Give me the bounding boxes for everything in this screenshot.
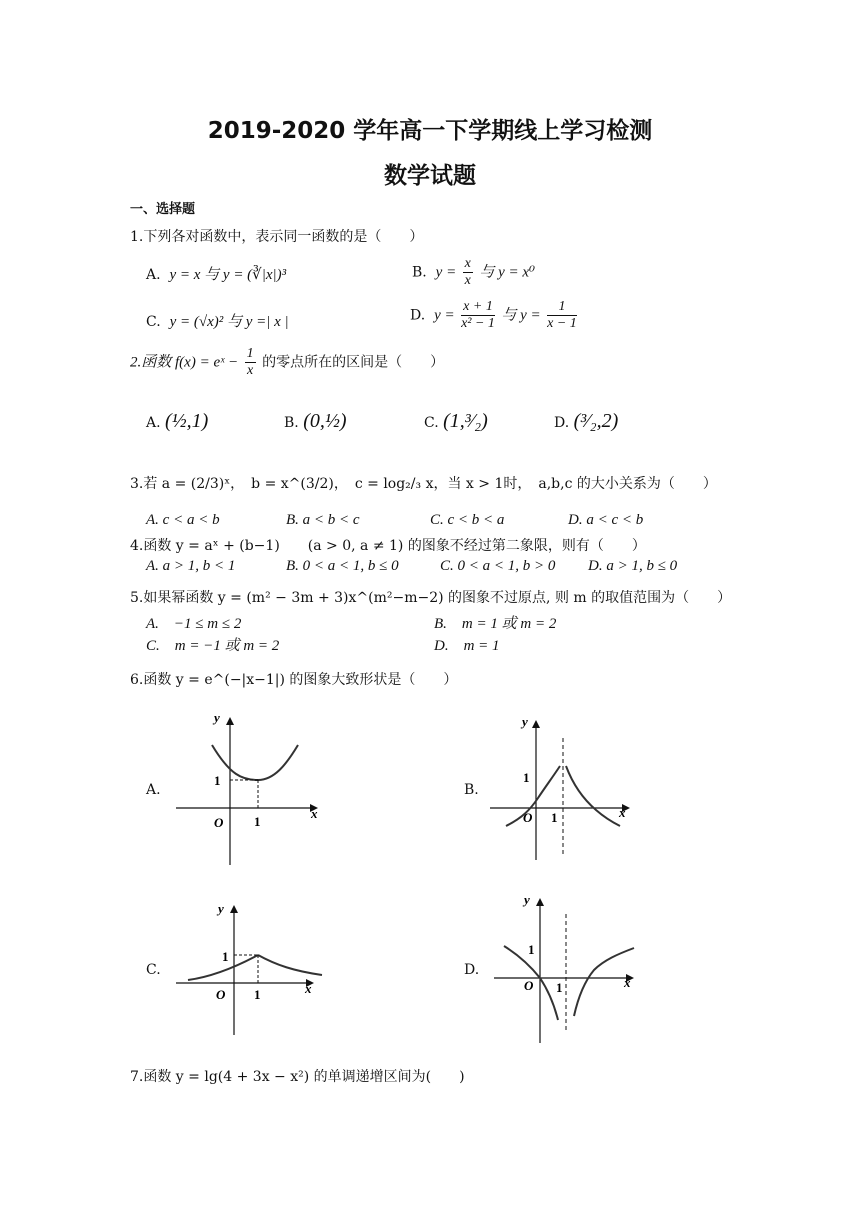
question-7-stem: 7.函数 y = lg(4 + 3x − x²) 的单调递增区间为( ) [130,1069,465,1085]
exam-subtitle: 数学试题 [384,163,476,189]
origin-label: O [216,987,226,1002]
x-axis-label: x [305,981,312,996]
option-label: B. [284,415,299,431]
q2-option-d [554,410,618,433]
numerator: x + 1 [461,299,495,316]
question-3-stem: 3.若 a = (2/3)ˣ， b = x^(3/2)， c = log₂/₃ x，当 x > 1时， a,b,c 的大小关系为（ ） [130,476,717,492]
q3-option-d: D. a < c < b [568,512,644,528]
option-text: (½,1) [165,410,209,432]
q1-option-c [146,310,289,331]
origin-label: O [524,978,534,993]
graph-a [170,705,330,870]
option-label: D. [410,307,426,324]
y-arrow [536,898,544,906]
graph-d-label: D. [464,962,480,978]
q5-option-d: D. m = 1 [434,638,500,654]
fraction [245,346,256,379]
option-text: y = x 与 y = (∛|x|)³ [169,267,287,283]
origin-label: O [523,810,533,825]
graph-d [490,888,640,1048]
option-label: A. [146,415,161,431]
option-label: C. [146,314,161,330]
question-4-stem: 4.函数 y = aˣ + (b−1) (a > 0, a ≠ 1) 的图象不经过第二象限，则有（ ） [130,538,646,554]
fraction [461,299,495,332]
stem-text: 的零点所在的区间是（ ） [262,354,445,371]
numerator: 1 [547,299,577,316]
denominator: x² − 1 [461,316,495,331]
q4-option-d: D. a > 1, b ≤ 0 [588,558,678,574]
option-label: D. [554,415,570,431]
q4-option-c: C. 0 < a < 1, b > 0 [440,558,556,574]
curve [212,745,298,780]
option-text: (³⁄₂,2) [573,410,619,432]
option-text: (1,³⁄₂) [443,410,488,432]
origin-label: O [214,815,224,830]
y-axis-label: y [218,901,224,916]
x-axis-label: x [311,806,318,821]
q3-option-c: C. c < b < a [430,512,505,528]
q4-option-b: B. 0 < a < 1, b ≤ 0 [286,558,399,574]
numerator: x [464,256,471,271]
question-5-stem: 5.如果幂函数 y = (m² − 3m + 3)x^(m²−m−2) 的图象不过原点, 则 m 的取值范围为（ ） [130,590,732,606]
graph-a-label: A. [146,782,161,798]
tick-one-y: 1 [523,770,530,785]
q5-option-a: A. −1 ≤ m ≤ 2 [146,616,242,632]
denominator: x [464,273,471,288]
y-arrow [532,720,540,728]
q4-option-a: A. a > 1, b < 1 [146,558,236,574]
tick-one-y: 1 [222,949,229,964]
y-axis-label: y [524,892,530,907]
tick-one-x: 1 [254,814,261,829]
q2-option-b [284,410,347,433]
q2-option-a [146,410,208,433]
tick-one-x: 1 [254,987,261,1002]
curve-right [258,955,322,975]
fraction [463,256,473,289]
q1-option-a [146,263,286,284]
tick-one-x: 1 [556,980,563,995]
option-text: y = [435,264,457,281]
curve-right [566,766,620,826]
question-6-stem: 6.函数 y = e^(−|x−1|) 的图象大致形状是（ ） [130,672,458,688]
graph-b-label: B. [464,782,479,798]
option-label: C. [424,415,439,431]
option-text: 与 y = [501,307,541,324]
graph-b [486,710,636,865]
x-axis-label: x [619,805,626,820]
y-arrow [230,905,238,913]
option-text: y = [434,307,455,324]
exam-title: 2019-2020 学年高一下学期线上学习检测 [207,118,653,144]
y-axis-label: y [522,714,528,729]
q1-option-d [410,299,579,332]
q3-option-b: B. a < b < c [286,512,360,528]
option-text: 与 y = x⁰ [479,264,536,281]
stem-text: 2.函数 f(x) = eˣ − [130,354,239,371]
denominator: x − 1 [547,316,577,331]
question-1-stem: 1.下列各对函数中，表示同一函数的是（ ） [130,229,424,245]
section-heading: 一、选择题 [130,202,196,217]
graph-c [170,895,330,1040]
y-arrow [226,717,234,725]
q1-option-b [412,256,535,289]
question-2-stem [130,346,444,379]
graph-c-label: C. [146,962,161,978]
q2-option-c [424,410,488,433]
x-axis-label: x [624,975,631,990]
numerator: 1 [246,346,254,361]
tick-one-y: 1 [214,773,221,788]
tick-one-y: 1 [528,942,535,957]
q5-option-b: B. m = 1 或 m = 2 [434,616,557,632]
option-label: A. [146,267,161,283]
y-axis-label: y [214,710,220,725]
option-text: (0,½) [303,410,347,432]
q3-option-a: A. c < a < b [146,512,220,528]
denominator: x [247,363,254,378]
tick-one-x: 1 [551,810,558,825]
fraction [547,299,577,332]
option-label: B. [412,264,427,281]
q5-option-c: C. m = −1 或 m = 2 [146,638,280,654]
option-text: y = (√x)² 与 y =| x | [169,314,289,330]
